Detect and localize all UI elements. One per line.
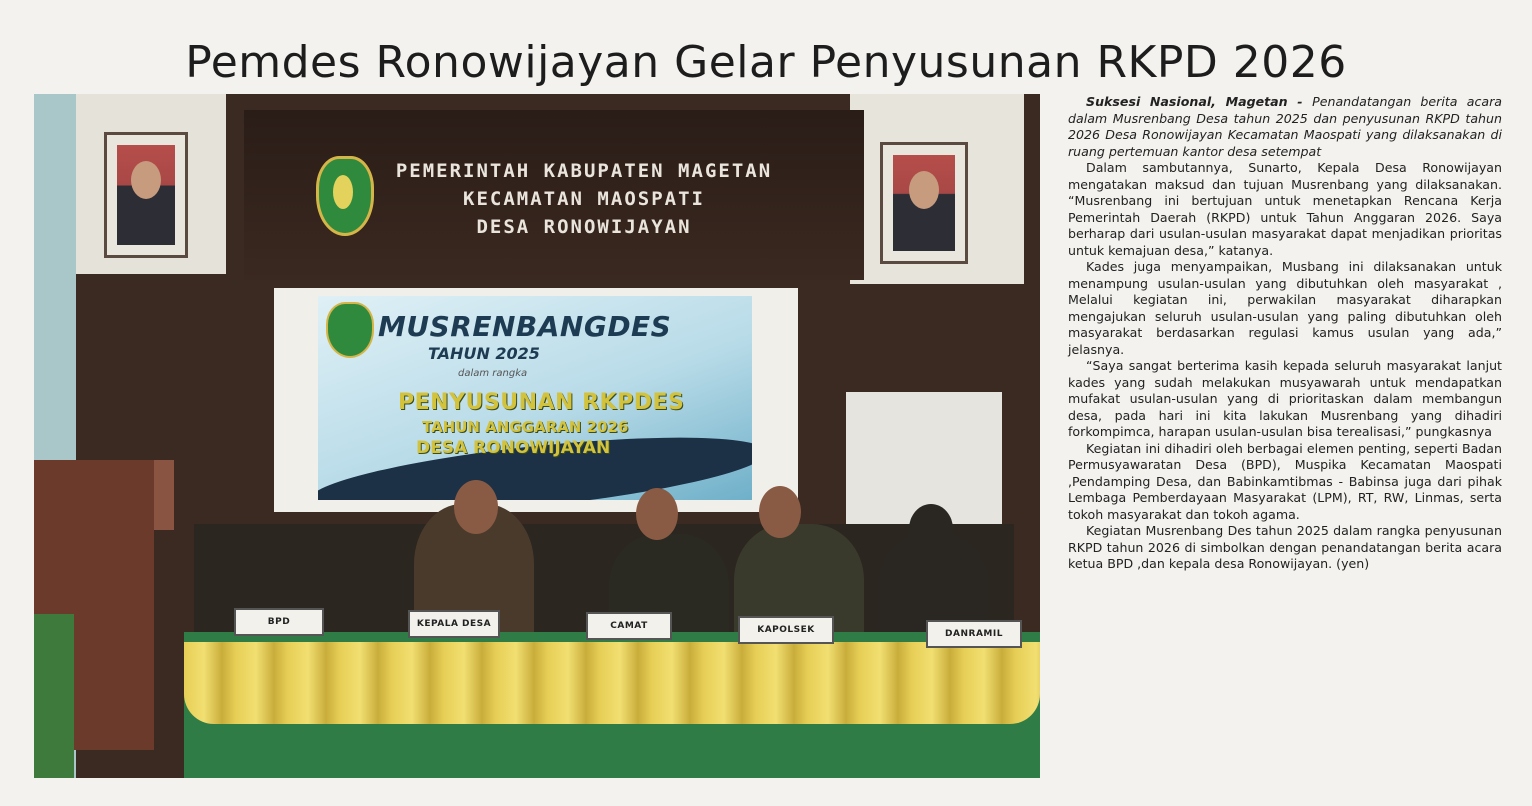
gov-sign-line-3: DESA RONOWIJAYAN [476, 216, 692, 238]
banner-title: MUSRENBANGDES [378, 310, 672, 343]
article-paragraph: Kegiatan ini dihadiri oleh berbagai elemen penting, seperti Badan Permusyawaratan Desa (BPD), Muspika Kecamatan Maospati ,Pendamping Desa, dan Babinkamtibmas - Babinsa juga dari pihak Lembaga Pemberdayaan Masyarakat (LPM), RT, RW, Linmas, serta tokoh masyarakat dan tokoh agama. [1068, 440, 1502, 522]
banner-small-text: dalam rangka [458, 368, 528, 379]
table-skirt [184, 642, 1040, 724]
banner-board [274, 288, 798, 512]
article-body [1068, 94, 1502, 573]
person-head [636, 488, 678, 540]
gov-sign-line-2: KECAMATAN MAOSPATI [463, 188, 705, 210]
headline: Pemdes Ronowijayan Gelar Penyusunan RKPD 2026 [185, 37, 1347, 89]
musrenbang-banner [318, 296, 752, 500]
plant-decoration [34, 614, 74, 778]
news-photo [34, 94, 1040, 778]
article-source: Suksesi Nasional, Magetan - [1086, 94, 1313, 109]
regency-emblem-icon [316, 156, 374, 236]
article-paragraph: Kegiatan Musrenbang Des tahun 2025 dalam rangka penyusunan RKPD tahun 2026 di simbolkan dengan penandatangan berita acara ketua BPD ,dan kepala desa Ronowijayan. (yen) [1068, 523, 1502, 571]
banner-line-2: TAHUN ANGGARAN 2026 [422, 418, 629, 436]
banner-line-1: PENYUSUNAN RKPDES [398, 390, 685, 415]
article-paragraph: “Saya sangat berterima kasih kepada seluruh masyarakat lanjut kades yang sudah melakukan musyawarah untuk mendapatkan mufakat usulan-usulan yang di prioritaskan dalam membangun desa, pada hari ini kita lakukan Musrenbang yang dihadiri forkompimca, harapan usulan-usulan bisa terealisasi,” pungkasnya [1068, 358, 1502, 439]
nameplate-kepala-desa: KEPALA DESA [408, 610, 500, 638]
nameplate-camat: CAMAT [586, 612, 672, 640]
nameplate-danramil: DANRAMIL [926, 620, 1022, 648]
article-paragraph: Kades juga menyampaikan, Musbang ini dilaksanakan untuk menampung usulan-usulan yang dibutuhkan oleh masyarakat , Melalui kegiatan ini, perwakilan masyarakat diharapkan mengajukan seluruh usulan-usulan yang paling dibutuhkan oleh masyarakat berdasarkan regulasi kamus usulan yang ada,” jelasnya. [1068, 259, 1502, 357]
article-lead-text: Penandatangan berita acara dalam Musrenbang Desa tahun 2025 dan penyusunan RKPD tahun 2026 Desa Ronowijayan Kecamatan Maospati yang dilaksanakan di ruang pertemuan kantor desa setempat [1068, 94, 1502, 159]
nameplate-bpd: BPD [234, 608, 324, 636]
banner-line-3: DESA RONOWIJAYAN [416, 438, 611, 458]
article-paragraph: Dalam sambutannya, Sunarto, Kepala Desa Ronowijayan mengatakan maksud dan tujuan Musrenbang yang dilaksanakan. “Musrenbang ini bertujuan untuk menetapkan Rencana Kerja Pemerintah Daerah (RKPD) untuk Tahun Anggaran 2026. Saya berharap dari usulan-usulan masyarakat dapat menjadikan prioritas untuk kemajuan desa,” katanya. [1068, 160, 1502, 258]
person-head [909, 504, 953, 554]
banner-emblem-icon [326, 302, 374, 358]
portrait-frame-left [104, 132, 188, 258]
person-head [454, 480, 498, 534]
nameplate-kapolsek: KAPOLSEK [738, 616, 834, 644]
portrait-frame-right [880, 142, 968, 264]
gov-sign-line-1: PEMERINTAH KABUPATEN MAGETAN [395, 160, 773, 182]
person-head [759, 486, 801, 538]
banner-year: TAHUN 2025 [428, 344, 540, 363]
article-lead [1068, 94, 1502, 160]
